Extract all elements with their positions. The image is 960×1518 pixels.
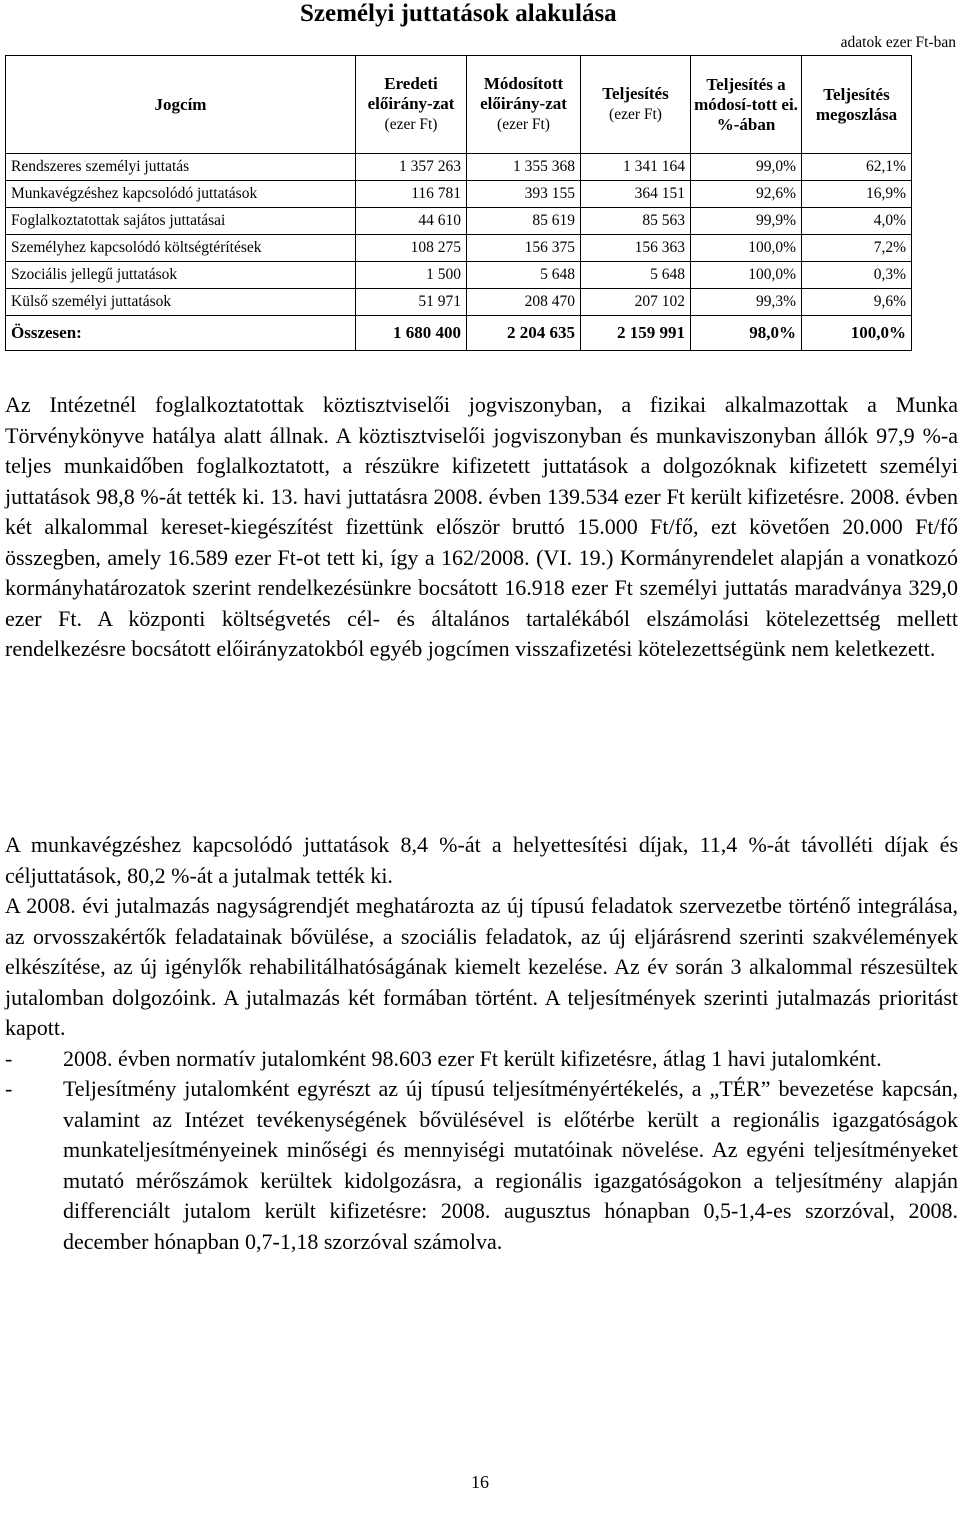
table-row — [6, 208, 912, 235]
cell-eredeti: 1 357 263 — [356, 154, 467, 181]
cell-teljesites: 207 102 — [581, 289, 691, 316]
cell-jogcim: Szociális jellegű juttatások — [6, 262, 356, 289]
cell-modositott: 1 355 368 — [467, 154, 581, 181]
list-item-text: Teljesítmény jutalomként egyrészt az új típusú teljesítményértékelés, a „TÉR” bevezetése kapcsán, valamint az Intézet tevékenységének bővülésével is előtérbe került a regionális igazgatóságok munkateljesítményeinek minőségi és mennyiségi mutatóinak növelése. Az egyéni teljesítményeket mutató mérőszámok kerültek kidolgozásra, a regionális igazgatóságokon a teljesítmény alapján differenciált jutalom került kifizetésre: 2008. augusztus hónapban 0,5-1,4-es szorzóval, 2008. december hónapban 0,7-1,18 szorzóval számolva. — [63, 1076, 958, 1254]
cell-eredeti: 116 781 — [356, 181, 467, 208]
paragraph-rewards — [5, 830, 958, 1257]
header-megoszlas: Teljesítés megoszlása — [802, 56, 912, 154]
cell-jogcim: Külső személyi juttatások — [6, 289, 356, 316]
cell-megoszlas: 7,2% — [802, 235, 912, 262]
cell-eredeti: 1 680 400 — [356, 316, 467, 351]
cell-modositott: 85 619 — [467, 208, 581, 235]
cell-jogcim: Rendszeres személyi juttatás — [6, 154, 356, 181]
cell-pct: 99,0% — [691, 154, 802, 181]
cell-teljesites: 5 648 — [581, 262, 691, 289]
table-header-row — [6, 56, 912, 154]
list-item — [5, 1074, 958, 1257]
cell-teljesites: 364 151 — [581, 181, 691, 208]
cell-pct: 100,0% — [691, 235, 802, 262]
cell-modositott: 156 375 — [467, 235, 581, 262]
page-title: Személyi juttatások alakulása — [300, 0, 617, 27]
cell-modositott: 208 470 — [467, 289, 581, 316]
cell-pct: 98,0% — [691, 316, 802, 351]
cell-teljesites: 156 363 — [581, 235, 691, 262]
cell-jogcim: Foglalkoztatottak sajátos juttatásai — [6, 208, 356, 235]
table-row — [6, 235, 912, 262]
cell-megoszlas: 0,3% — [802, 262, 912, 289]
header-eredeti: Eredeti előirány-zat (ezer Ft) — [356, 56, 467, 154]
header-teljesites-pct: Teljesítés a módosí-tott ei. %-ában — [691, 56, 802, 154]
dash-marker: - — [5, 1076, 13, 1101]
cell-eredeti: 44 610 — [356, 208, 467, 235]
cell-pct: 100,0% — [691, 262, 802, 289]
cell-pct: 92,6% — [691, 181, 802, 208]
cell-megoszlas: 16,9% — [802, 181, 912, 208]
cell-megoszlas: 4,0% — [802, 208, 912, 235]
table-row — [6, 289, 912, 316]
table-row — [6, 181, 912, 208]
header-modositott: Módosított előirány-zat (ezer Ft) — [467, 56, 581, 154]
cell-megoszlas: 100,0% — [802, 316, 912, 351]
cell-modositott: 393 155 — [467, 181, 581, 208]
personnel-benefits-table — [5, 55, 912, 351]
table-total-row — [6, 316, 912, 351]
list-item — [5, 1044, 958, 1075]
header-teljesites: Teljesítés (ezer Ft) — [581, 56, 691, 154]
cell-jogcim: Összesen: — [6, 316, 356, 351]
units-note: adatok ezer Ft-ban — [840, 34, 956, 51]
header-jogcim: Jogcím — [6, 56, 356, 154]
cell-jogcim: Személyhez kapcsolódó költségtérítések — [6, 235, 356, 262]
cell-eredeti: 51 971 — [356, 289, 467, 316]
cell-pct: 99,9% — [691, 208, 802, 235]
paragraph-text: A munkavégzéshez kapcsolódó juttatások 8,4 %-át a helyettesítési díjak, 11,4 %-át távolléti díjak és céljuttatások, 80,2 %-át a jutalmak tették ki. — [5, 832, 958, 888]
cell-teljesites: 85 563 — [581, 208, 691, 235]
paragraph-text: A 2008. évi jutalmazás nagyságrendjét meghatározta az új típusú feladatok szervezetbe történő integrálása, az orvosszakértők feladatainak bővülése, a szociális feladatok, az új eljárásrend szerinti szakvélemények elkészítése, az új igénylők rehabilitálhatóságának kiemelt kezelése. Az év során 3 alkalommal részesültek jutalomban dolgozóink. A jutalmazás két formában történt. A teljesítmények szerinti jutalmazás prioritást kapott. — [5, 893, 958, 1040]
cell-pct: 99,3% — [691, 289, 802, 316]
paragraph-employment — [5, 390, 958, 665]
table-row — [6, 154, 912, 181]
cell-modositott: 2 204 635 — [467, 316, 581, 351]
paragraph-text: Az Intézetnél foglalkoztatottak köztisztviselői jogviszonyban, a fizikai alkalmazottak a Munka Törvénykönyve hatálya alatt állnak. A köztisztviselői jogviszonyban és munkaviszonyban állók 97,9 %-a teljes munkaidőben foglalkoztatott, a részükre kifizetett juttatások a dolgozóknak kifizetett személyi juttatások 98,8 %-át tették ki. 13. havi juttatásra 2008. évben 139.534 ezer Ft került kifizetésre. 2008. évben két alkalommal kereset-kiegészítést fizettünk először bruttó 15.000 Ft/fő, ezt követően 20.000 Ft/fő összegben, amely 16.589 ezer Ft-ot tett ki, így a 162/2008. (VI. 19.) Kormányrendelet alapján a vonatkozó kormányhatározatok szerint rendelkezésünkre bocsátott 16.918 ezer Ft személyi juttatás maradványa 329,0 ezer Ft. A központi költségvetés cél- és általános tartalékából elszámolási kötelezettség mellett rendelkezésre bocsátott előirányzatokból egyéb jogcímen visszafizetési kötelezettségünk nem keletkezett. — [5, 392, 958, 661]
cell-megoszlas: 62,1% — [802, 154, 912, 181]
table-row — [6, 262, 912, 289]
page-number: 16 — [471, 1472, 489, 1492]
cell-eredeti: 108 275 — [356, 235, 467, 262]
cell-megoszlas: 9,6% — [802, 289, 912, 316]
dash-marker: - — [5, 1045, 13, 1071]
cell-teljesites: 1 341 164 — [581, 154, 691, 181]
list-item-text: 2008. évben normatív jutalomként 98.603 ezer Ft került kifizetésre, átlag 1 havi jutalomként. — [63, 1045, 882, 1071]
cell-teljesites: 2 159 991 — [581, 316, 691, 351]
cell-eredeti: 1 500 — [356, 262, 467, 289]
cell-modositott: 5 648 — [467, 262, 581, 289]
cell-jogcim: Munkavégzéshez kapcsolódó juttatások — [6, 181, 356, 208]
